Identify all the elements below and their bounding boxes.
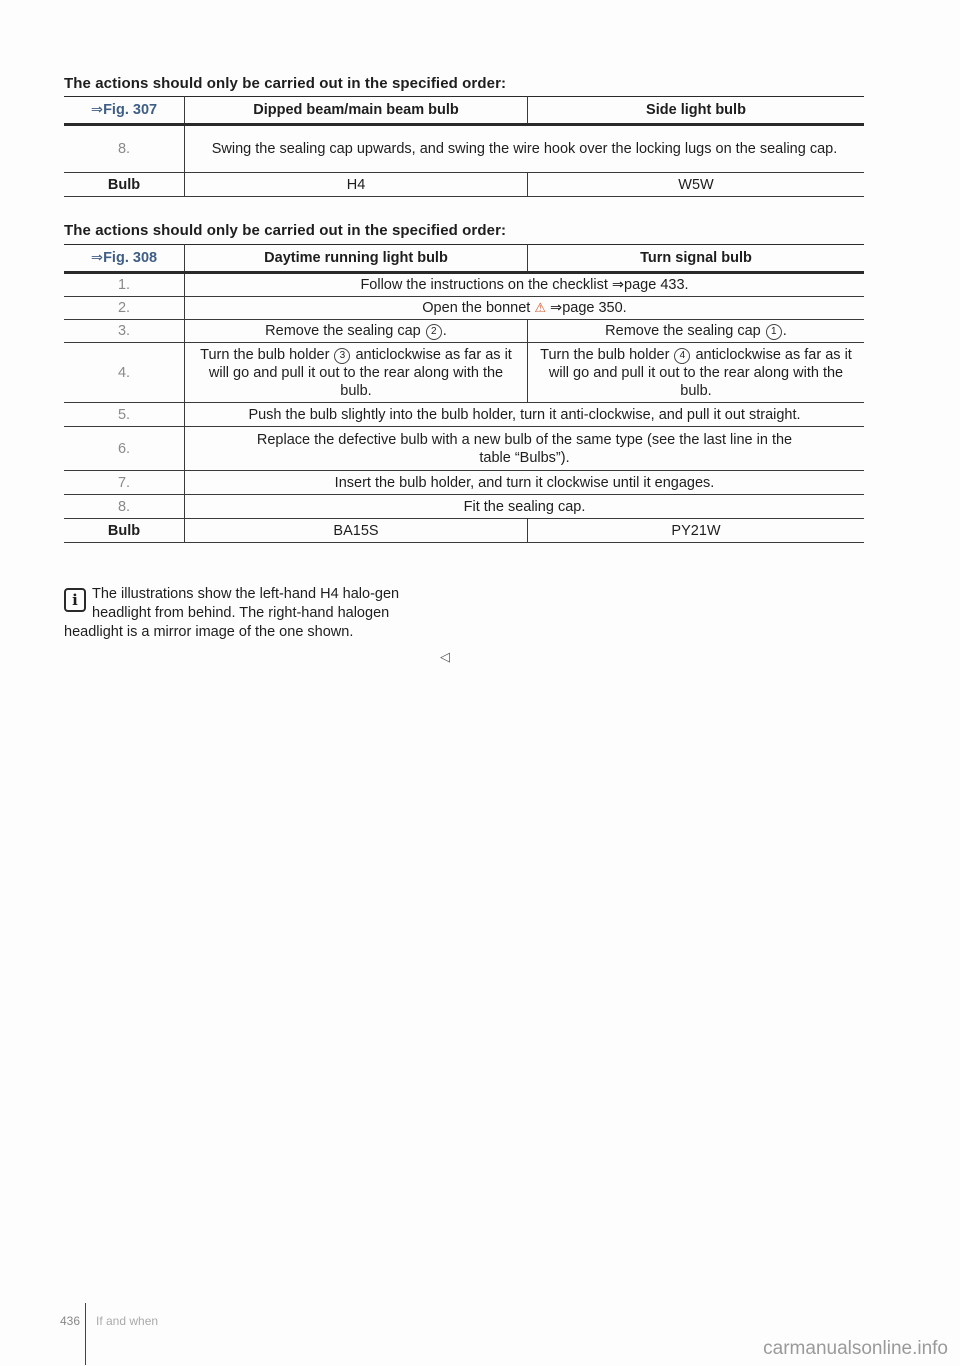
bulb-label: Bulb (64, 173, 185, 197)
col-daytime-running-light: Daytime running light bulb (185, 245, 528, 273)
info-icon: i (64, 588, 86, 612)
warning-triangle-icon: ⚠ (534, 300, 547, 315)
step-number: 8. (64, 495, 185, 519)
fig-ref-cell (64, 97, 185, 125)
col-turn-signal: Turn signal bulb (528, 245, 865, 273)
callout-4-icon: 4 (674, 348, 690, 364)
fig-307-link[interactable]: ⇒Fig. 307 (90, 102, 158, 118)
end-of-section-icon: ◁ (440, 649, 450, 664)
table-row (64, 125, 864, 173)
table-fig-307 (64, 96, 864, 197)
table-row (64, 471, 864, 495)
section2-heading: The actions should only be carried out in the specified order: (64, 222, 507, 239)
bulb-w5w: W5W (528, 173, 865, 197)
table-header-row (64, 97, 864, 125)
step-text-turn-signal: Remove the sealing cap 1 . (528, 320, 865, 343)
bulb-h4: H4 (185, 173, 528, 197)
step-number: 8. (64, 125, 185, 173)
step-text: Swing the sealing cap upwards, and swing the wire hook over the locking lugs on the sealing cap. (185, 125, 865, 173)
fig-308-link[interactable]: ⇒Fig. 308 (90, 250, 158, 266)
callout-2-icon: 2 (426, 324, 442, 340)
table-row (64, 297, 864, 320)
watermark: carmanualsonline.info (763, 1338, 948, 1359)
table-row (64, 343, 864, 403)
bulb-label: Bulb (64, 519, 185, 543)
step-text-drl: Remove the sealing cap 2 . (185, 320, 528, 343)
callout-1-icon: 1 (766, 324, 782, 340)
step-number: 3. (64, 320, 185, 343)
step-number: 6. (64, 427, 185, 471)
section1-heading: The actions should only be carried out in the specified order: (64, 75, 507, 92)
table-row (64, 320, 864, 343)
page-number: 436 (60, 1314, 81, 1328)
step-number: 1. (64, 273, 185, 297)
footer-section-title: If and when (96, 1314, 159, 1328)
step-text: Replace the defective bulb with a new bulb of the same type (see the last line in the table “Bulbs”). (185, 427, 865, 471)
footer-divider (85, 1303, 86, 1365)
bulb-py21w: PY21W (528, 519, 865, 543)
step-text: Push the bulb slightly into the bulb holder, turn it anti-clockwise, and pull it out straight. (185, 403, 865, 427)
col-dipped-beam: Dipped beam/main beam bulb (185, 97, 528, 125)
col-side-light: Side light bulb (528, 97, 865, 125)
step-number: 7. (64, 471, 185, 495)
table-row (64, 273, 864, 297)
step-text: Insert the bulb holder, and turn it clockwise until it engages. (185, 471, 865, 495)
bulb-ba15s: BA15S (185, 519, 528, 543)
step-text-turn-signal: Turn the bulb holder 4 anticlockwise as far as it will go and pull it out to the rear along with the bulb. (528, 343, 865, 403)
table-header-row (64, 245, 864, 273)
step-number: 5. (64, 403, 185, 427)
bulb-row (64, 173, 864, 197)
step-text: Open the bonnet ⚠ ⇒page 350. (185, 297, 865, 320)
callout-3-icon: 3 (334, 348, 350, 364)
step-number: 4. (64, 343, 185, 403)
table-row (64, 427, 864, 471)
fig-ref-cell (64, 245, 185, 273)
bulb-row (64, 519, 864, 543)
step-text: Follow the instructions on the checklist ⇒page 433. (185, 273, 865, 297)
step-text: Fit the sealing cap. (185, 495, 865, 519)
table-fig-308 (64, 244, 864, 543)
note-text: The illustrations show the left-hand H4 halo-gen headlight from behind. The right-hand halogen headlight is a mirror image of the one shown. (64, 586, 400, 640)
step-text-drl: Turn the bulb holder 3 anticlockwise as far as it will go and pull it out to the rear along with the bulb. (185, 343, 528, 403)
info-note (64, 585, 444, 642)
step-number: 2. (64, 297, 185, 320)
table-row (64, 495, 864, 519)
table-row (64, 403, 864, 427)
